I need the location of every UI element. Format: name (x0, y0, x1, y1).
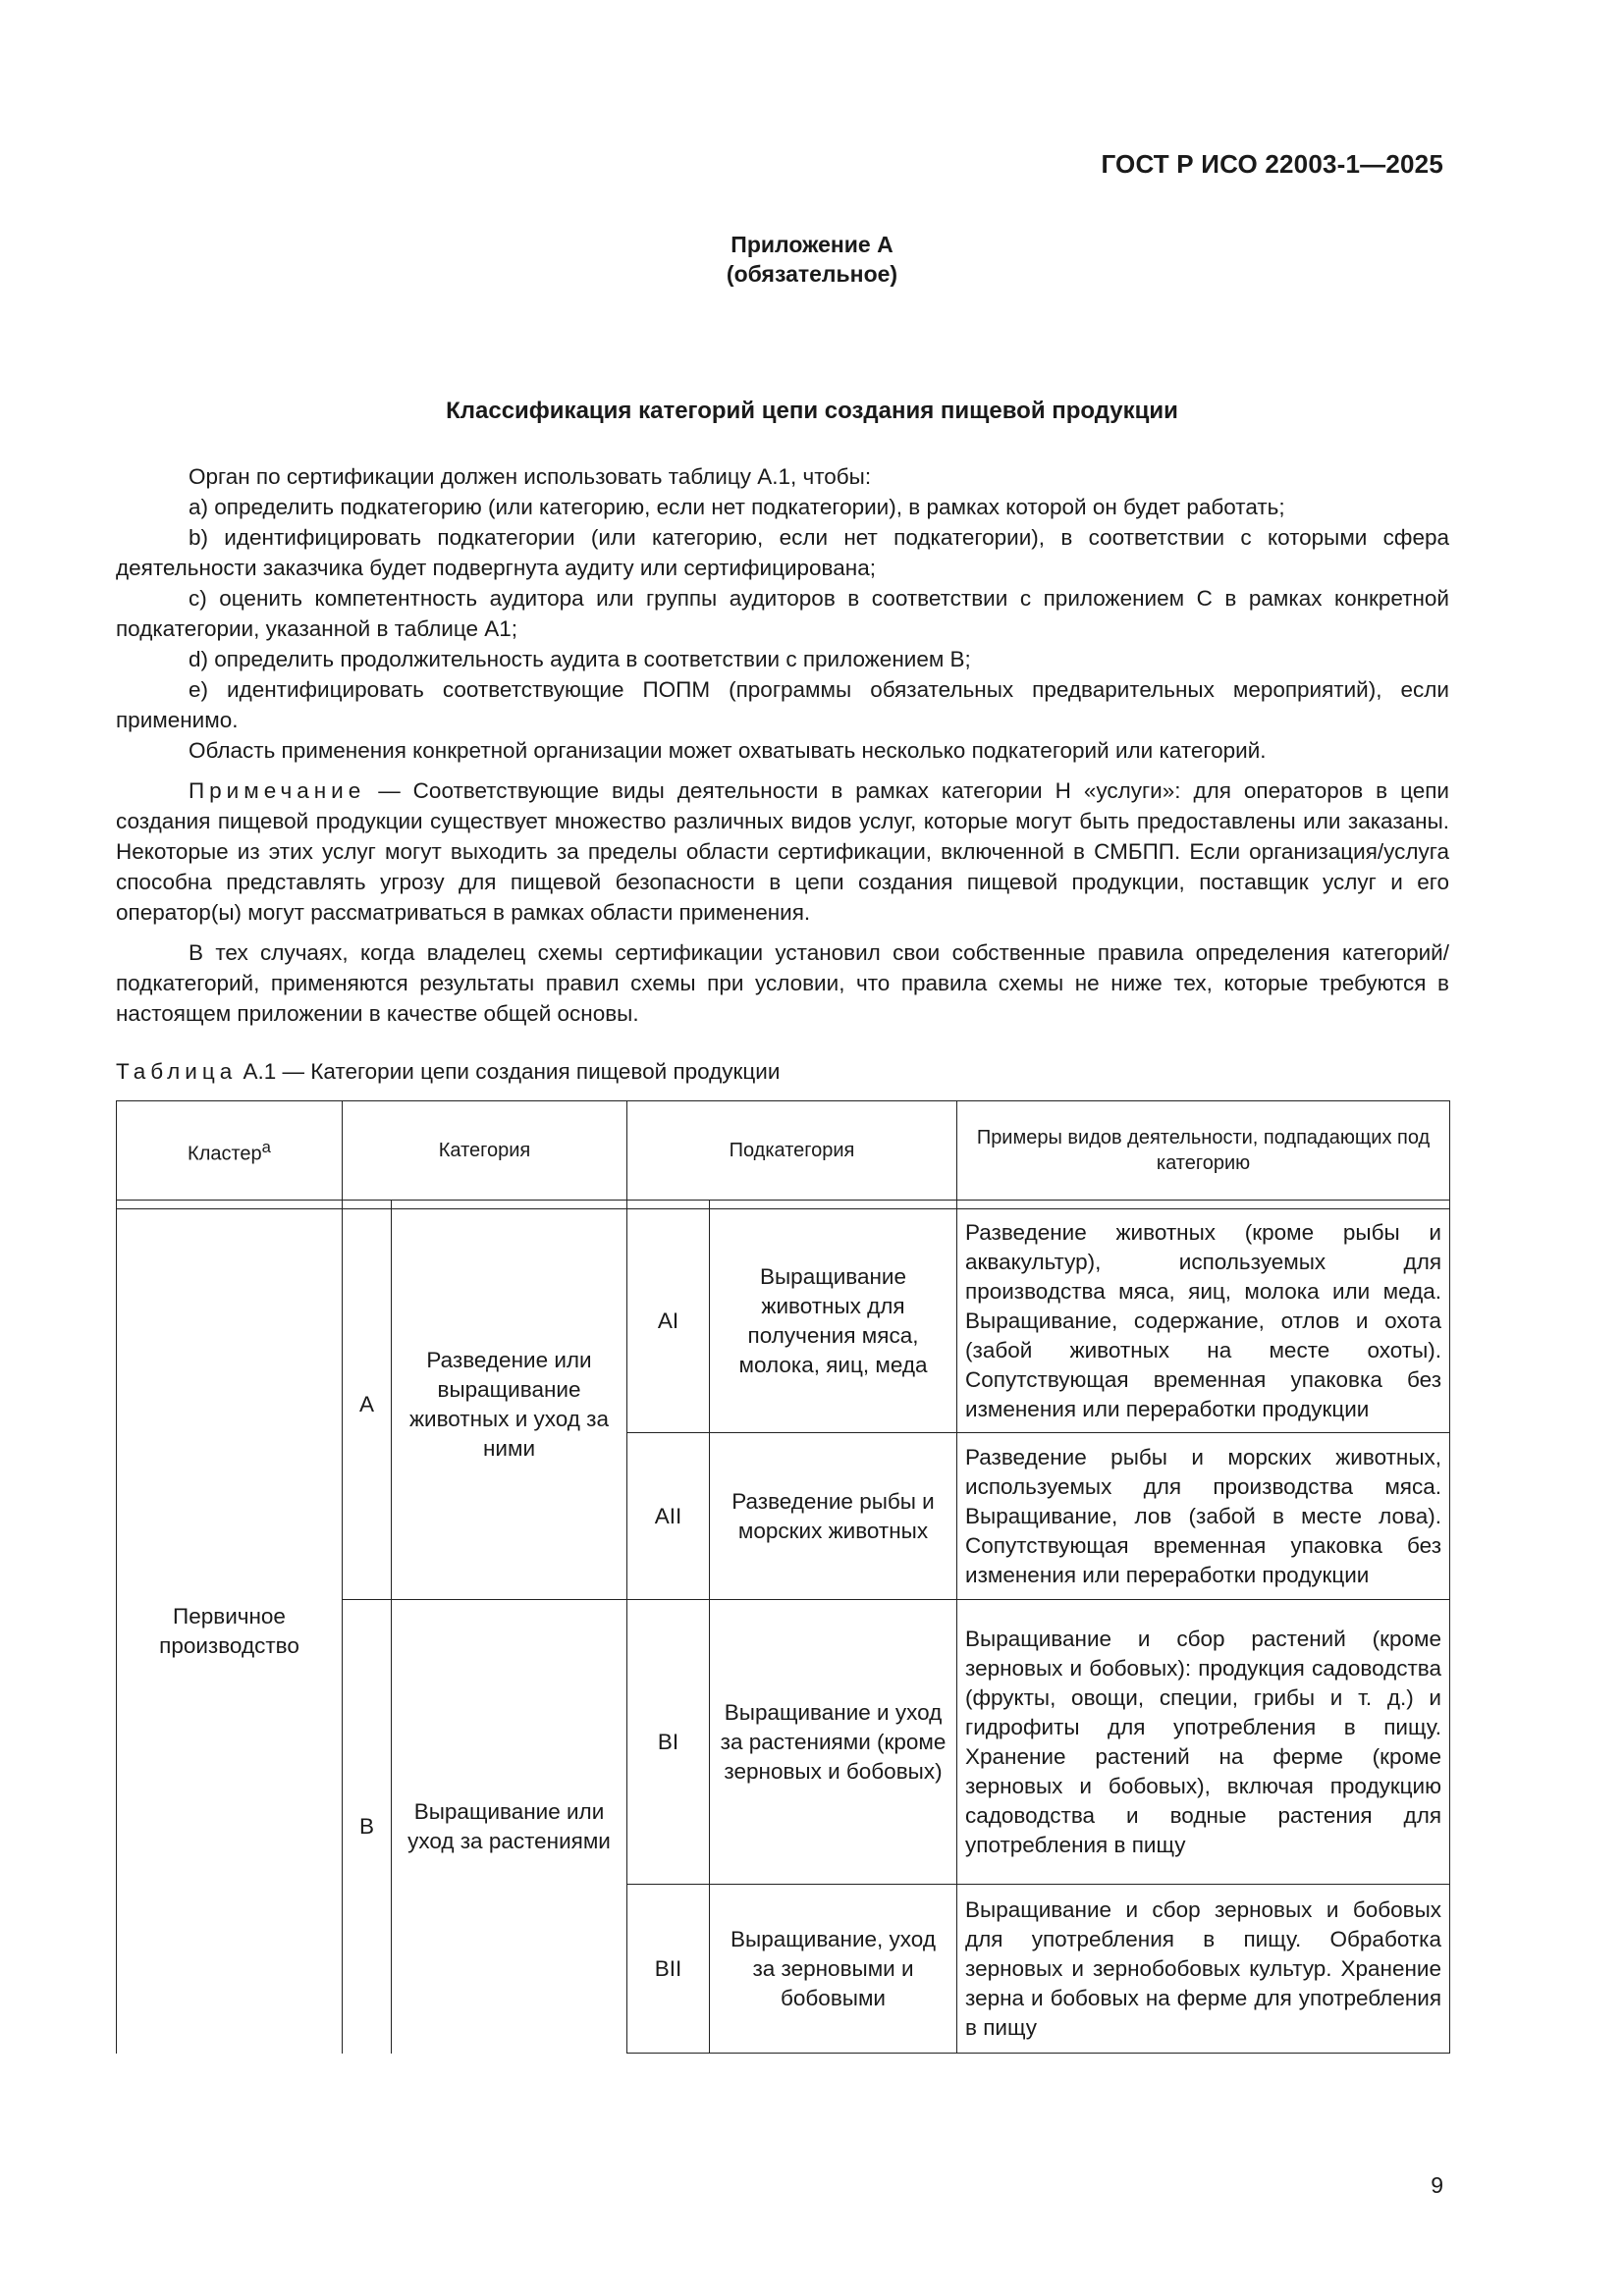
paragraph-scope: Область применения конкретной организации может охватывать несколько подкатегорий или категорий. (189, 738, 1267, 763)
table-header-row (117, 1101, 1450, 1201)
list-item-a: a) определить подкатегорию (или категорию, если нет подкатегории), в рамках которой он будет работать; (189, 495, 1285, 519)
subcategory-name: Выращивание и уход за растениями (кроме зерновых и бобовых) (710, 1600, 957, 1885)
table-caption-text: А.1 — Категории цепи создания пищевой продукции (237, 1059, 781, 1084)
appendix-status: (обязательное) (726, 261, 898, 287)
list-item-d: d) определить продолжительность аудита в соответствии с приложением В; (189, 647, 971, 671)
header-subcategory: Подкатегория (627, 1101, 957, 1201)
document-id: ГОСТ Р ИСО 22003-1—2025 (1101, 149, 1443, 179)
list-item-c: c) оценить компетентность аудитора или группы аудиторов в соответствии с приложением С в рамках конкретной подкатегории, указанной в таблице А1; (116, 586, 1449, 641)
examples-cell: Разведение рыбы и морских животных, используемых для производства мяса. Выращивание, лов (забой в месте лова). Сопутствующая временная упаковка без изменения или переработки продукции (957, 1433, 1450, 1600)
paragraph-intro: Орган по сертификации должен использовать таблицу А.1, чтобы: (189, 464, 872, 489)
list-item-e: e) идентифицировать соответствующие ПОПМ (программы обязательных предварительных мероприятий), если применимо. (116, 677, 1449, 732)
note-label: Примечание (189, 778, 366, 803)
section-title: Классификация категорий цепи создания пищевой продукции (446, 398, 1178, 424)
categories-table (116, 1100, 1450, 2054)
subcategory-name: Выращивание, уход за зерновыми и бобовыми (710, 1885, 957, 2054)
note (116, 775, 1449, 928)
appendix-heading (0, 230, 1624, 289)
subcategory-code: AII (627, 1433, 710, 1600)
appendix-title: Приложение А (731, 232, 893, 257)
body-text (116, 461, 1449, 1029)
list-item-b: b) идентифицировать подкатегории (или категорию, если нет подкатегории), в соответствии с которыми сфера деятельности заказчика будет подвергнута аудиту или сертифицирована; (116, 525, 1449, 580)
subcategory-code: AI (627, 1209, 710, 1433)
subcategory-name: Разведение рыбы и морских животных (710, 1433, 957, 1600)
category-b-code: В (343, 1600, 392, 2054)
header-cluster: Кластер$^а$ (117, 1101, 343, 1201)
header-category: Категория (343, 1101, 627, 1201)
examples-cell: Разведение животных (кроме рыбы и аквакультур), используемых для производства мяса, яиц, молока или меда. Выращивание, содержание, отлов и охота (забой животных на месте охоты). Сопутствующая временная упаковка без изменения или переработки продукции (957, 1209, 1450, 1433)
subcategory-code: BII (627, 1885, 710, 2054)
table-row (117, 1209, 1450, 1433)
subcategory-code: BI (627, 1600, 710, 1885)
examples-cell: Выращивание и сбор зерновых и бобовых для употребления в пищу. Обработка зерновых и зернобобовых культур. Хранение зерна и бобовых на ферме для употребления в пищу (957, 1885, 1450, 2054)
header-examples: Примеры видов деятельности, подпадающих под категорию (957, 1101, 1450, 1201)
table-spacer-row (117, 1201, 1450, 1209)
table-caption-label: Таблица (116, 1059, 238, 1084)
page-number: 9 (1431, 2172, 1443, 2198)
category-a-code: А (343, 1209, 392, 1600)
note-text: — Соответствующие виды деятельности в рамках категории Н «услуги»: для операторов в цепи создания пищевой продукции существует множество различных видов услуг, которые могут быть предоставлены или заказаны. Некоторые из этих услуг могут выходить за пределы области сертификации, включенной в СМБПП. Если организация/услуга способна представлять угрозу для пищевой безопасности в цепи создания пищевой продукции, поставщик услуг и его оператор(ы) могут рассматриваться в рамках области применения. (116, 778, 1449, 925)
subcategory-name: Выращивание животных для получения мяса, молока, яиц, меда (710, 1209, 957, 1433)
cluster-cell: Первичное производство (117, 1209, 343, 2054)
examples-cell: Выращивание и сбор растений (кроме зерновых и бобовых): продукция садоводства (фрукты, овощи, специи, грибы и т. д.) и гидрофиты для употребления в пищу. Хранение растений на ферме (кроме зерновых и бобовых), включая продукцию садоводства и водные растения для употребления в пищу (957, 1600, 1450, 1885)
category-a-name: Разведение или выращивание животных и уход за ними (392, 1209, 627, 1600)
category-b-name: Выращивание или уход за растениями (392, 1600, 627, 2054)
paragraph-scheme-rules: В тех случаях, когда владелец схемы сертификации установил свои собственные правила определения категорий/подкатегорий, применяются результаты правил схемы при условии, что правила схемы не ниже тех, которые требуются в настоящем приложении в качестве общей основы. (116, 940, 1449, 1026)
table-caption (116, 1059, 780, 1085)
